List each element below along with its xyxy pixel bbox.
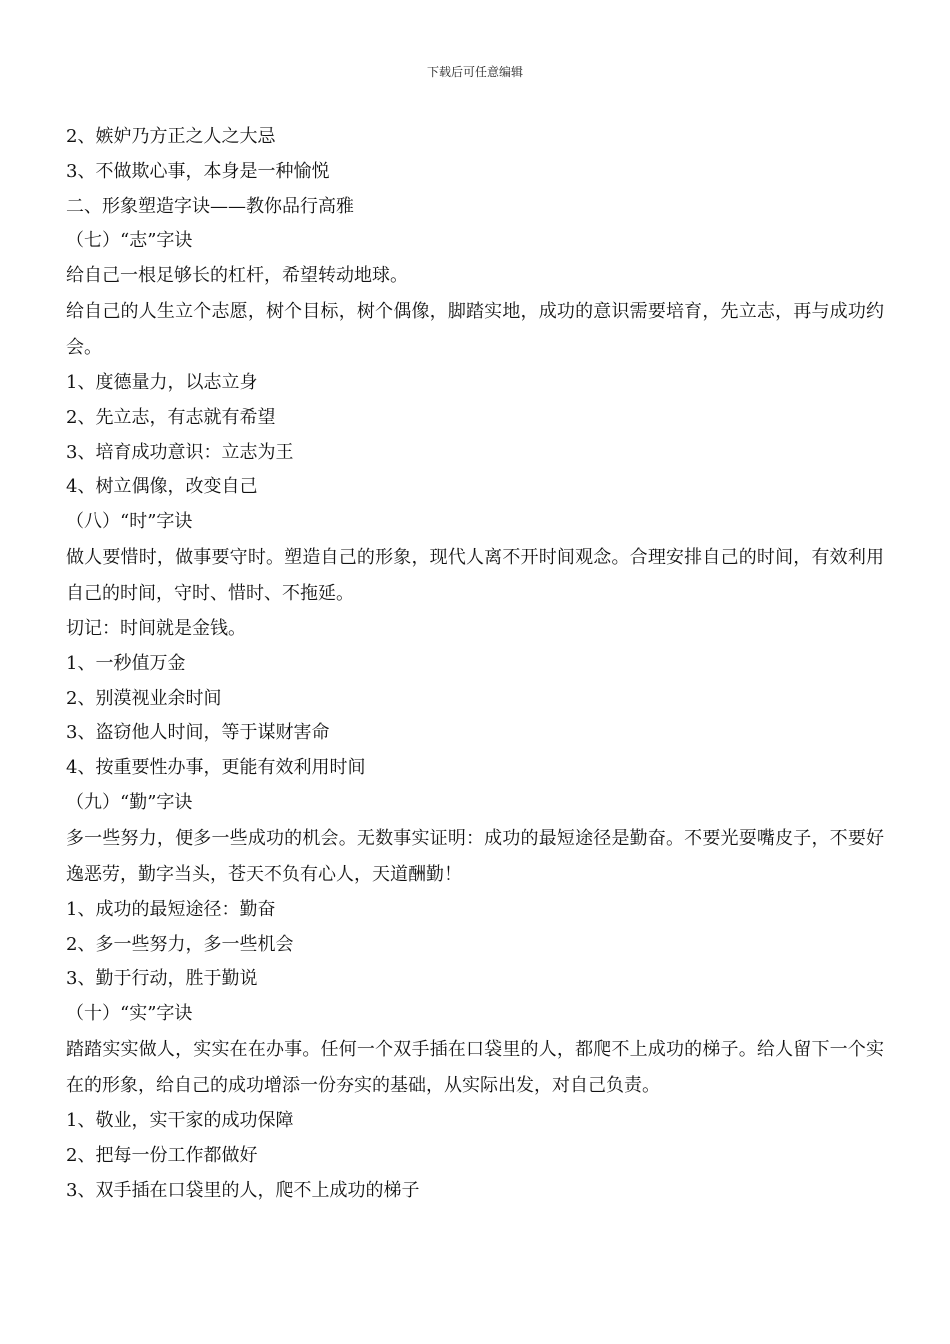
list-item: 2、把每一份工作都做好: [66, 1144, 258, 1166]
list-item: 2、别漠视业余时间: [66, 687, 222, 709]
list-item: 1、一秒值万金: [66, 652, 186, 674]
list-item: 2、先立志，有志就有希望: [66, 406, 276, 428]
list-item: 3、勤于行动，胜于勤说: [66, 968, 258, 990]
subsection-heading: （九）“勤”字诀: [66, 791, 193, 813]
list-item: 2、多一些努力，多一些机会: [66, 933, 294, 955]
document-body: [66, 120, 884, 1208]
list-item: 1、敬业，实干家的成功保障: [66, 1109, 294, 1131]
paragraph: 踏踏实实做人，实实在在办事。任何一个双手插在口袋里的人，都爬不上成功的梯子。给人留下一个实在的形象，给自己的成功增添一份夯实的基础，从实际出发，对自己负责。: [66, 1038, 884, 1096]
subsection-heading: （八）“时”字诀: [66, 511, 193, 533]
list-item: 3、培育成功意识：立志为王: [66, 441, 294, 463]
list-item: 4、按重要性办事，更能有效利用时间: [66, 757, 366, 779]
list-item: 1、成功的最短途径：勤奋: [66, 898, 276, 920]
subsection-heading: （十）“实”字诀: [66, 1003, 193, 1025]
list-item: 3、盗窃他人时间，等于谋财害命: [66, 722, 330, 744]
paragraph: 做人要惜时，做事要守时。塑造自己的形象，现代人离不开时间观念。合理安排自己的时间，有效利用自己的时间，守时、惜时、不拖延。: [66, 546, 884, 604]
list-item: 3、双手插在口袋里的人，爬不上成功的梯子: [66, 1179, 420, 1201]
list-item: 1、度德量力，以志立身: [66, 371, 258, 393]
page-header: 下载后可任意编辑: [426, 65, 523, 79]
paragraph: 切记：时间就是金钱。: [66, 617, 246, 639]
list-item: 2、嫉妒乃方正之人之大忌: [66, 126, 276, 147]
paragraph: 多一些努力，便多一些成功的机会。无数事实证明：成功的最短途径是勤奋。不要光耍嘴皮子，不要好逸恶劳，勤字当头，苍天不负有心人，天道酬勤！: [66, 827, 884, 885]
paragraph: 给自己一根足够长的杠杆，希望转动地球。: [66, 265, 408, 287]
section-heading: 二、形象塑造字诀——教你品行高雅: [66, 195, 354, 217]
list-item: 3、不做欺心事，本身是一种愉悦: [66, 160, 330, 182]
paragraph: 给自己的人生立个志愿，树个目标，树个偶像，脚踏实地，成功的意识需要培育，先立志，再与成功约会。: [66, 300, 884, 358]
list-item: 4、树立偶像，改变自己: [66, 476, 258, 498]
subsection-heading: （七）“志”字诀: [66, 230, 193, 252]
